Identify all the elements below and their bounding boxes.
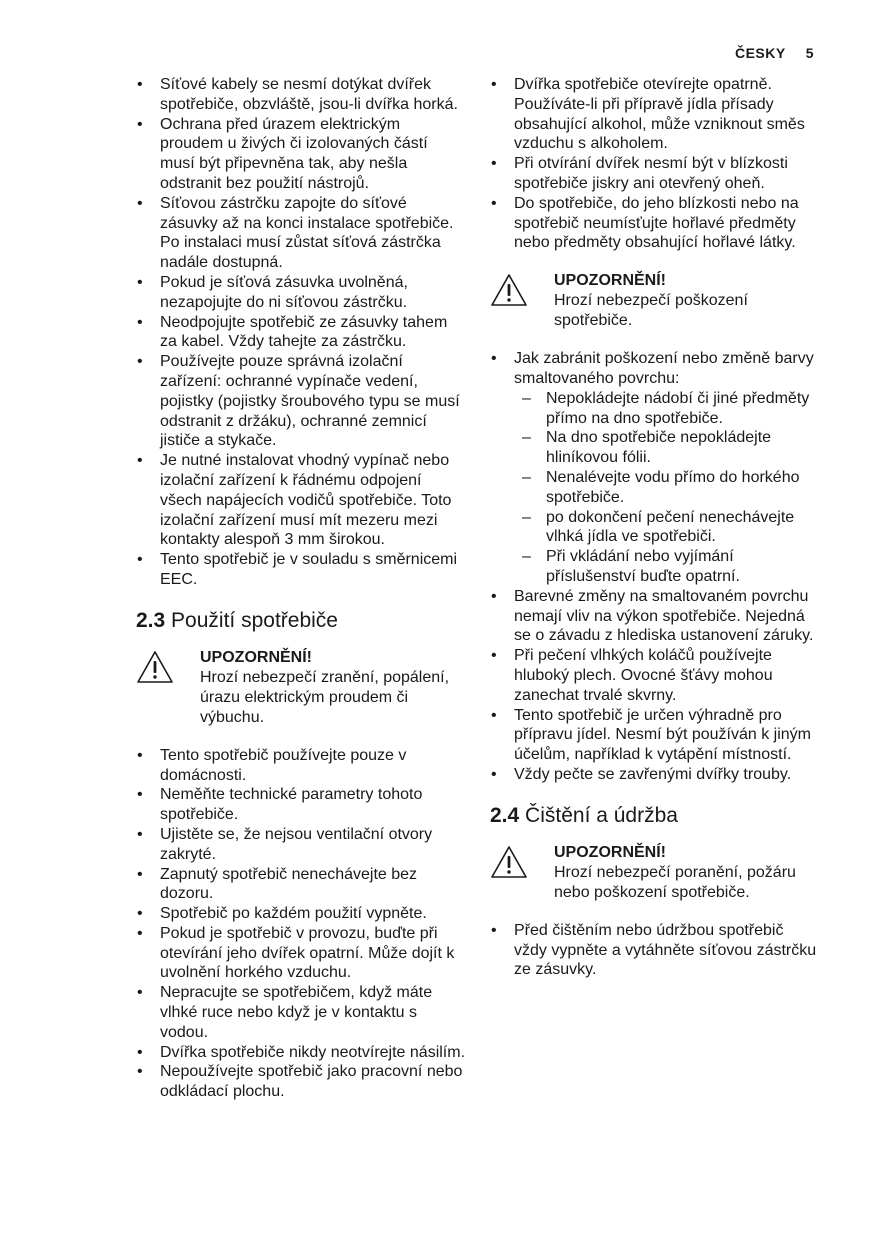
warning-box bbox=[490, 843, 820, 903]
warning-text: Hrozí nebezpečí poranění, požáru nebo poškození spotřebiče. bbox=[554, 863, 796, 901]
warning-icon bbox=[490, 271, 530, 331]
safety-list bbox=[136, 75, 466, 590]
usage-list bbox=[136, 746, 466, 1102]
page-number: 5 bbox=[805, 45, 814, 61]
section-number: 2.4 bbox=[490, 803, 520, 827]
enamel-list bbox=[490, 349, 820, 785]
list-item: • Nepoužívejte spotřebič jako pracovní nebo odkládací plochu. bbox=[136, 1062, 466, 1102]
list-item: • Dvířka spotřebiče nikdy neotvírejte násilím. bbox=[136, 1043, 466, 1063]
warning-title: UPOZORNĚNÍ! bbox=[554, 272, 666, 290]
cleaning-list bbox=[490, 921, 820, 980]
enamel-sublist bbox=[514, 389, 820, 587]
warning-box bbox=[490, 271, 820, 331]
left-column bbox=[136, 75, 466, 1102]
warning-title: UPOZORNĚNÍ! bbox=[554, 843, 666, 861]
enamel-intro: Jak zabránit poškození nebo změně barvy smaltovaného povrchu: bbox=[514, 350, 814, 387]
list-item: • Pokud je síťová zásuvka uvolněná, nezapojujte do ni síťovou zástrčku. bbox=[136, 273, 466, 313]
list-item: • Je nutné instalovat vhodný vypínač nebo izolační zařízení k řádnému odpojení všech napájecích vodičů spotřebiče. Toto izolační zařízení musí mít mezeru mezi kontakty alespoň 3 mm širokou. bbox=[136, 451, 466, 550]
right-column bbox=[490, 75, 820, 980]
list-item: • Síťové kabely se nesmí dotýkat dvířek spotřebiče, obzvláště, jsou-li dvířka horká. bbox=[136, 75, 466, 115]
list-item: • Tento spotřebič používejte pouze v domácnosti. bbox=[136, 746, 466, 786]
sublist-item: – Nenalévejte vodu přímo do horkého spotřebiče. bbox=[522, 468, 820, 508]
list-item bbox=[490, 349, 820, 587]
list-item: • Síťovou zástrčku zapojte do síťové zásuvky až na konci instalace spotřebiče. Po instalaci musí zůstat síťová zástrčka nadále dostupná. bbox=[136, 194, 466, 273]
warning-text: Hrozí nebezpečí poškození spotřebiče. bbox=[554, 292, 748, 330]
warning-title: UPOZORNĚNÍ! bbox=[200, 648, 312, 666]
list-item: • Pokud je spotřebič v provozu, buďte při otevírání jeho dvířek opatrní. Může dojít k uvolnění horkého vzduchu. bbox=[136, 924, 466, 983]
section-heading-2-3 bbox=[136, 608, 466, 634]
sublist-item: – Na dno spotřebiče nepokládejte hliníkovou fólii. bbox=[522, 428, 820, 468]
warning-box bbox=[136, 648, 466, 728]
sublist-item: – Při vkládání nebo vyjímání příslušenství buďte opatrní. bbox=[522, 547, 820, 587]
list-item: • Tento spotřebič je určen výhradně pro přípravu jídel. Nesmí být používán k jiným účelům, například k vytápění místností. bbox=[490, 706, 820, 765]
section-title: Použití spotřebiče bbox=[171, 608, 338, 632]
sublist-item: – Nepokládejte nádobí či jiné předměty přímo na dno spotřebiče. bbox=[522, 389, 820, 429]
list-item: • Nepracujte se spotřebičem, když máte vlhké ruce nebo když je v kontaktu s vodou. bbox=[136, 983, 466, 1042]
section-title: Čištění a údržba bbox=[525, 803, 678, 827]
list-item: • Vždy pečte se zavřenými dvířky trouby. bbox=[490, 765, 820, 785]
language-label: ČESKY bbox=[734, 45, 786, 61]
list-item: • Spotřebič po každém použití vypněte. bbox=[136, 904, 466, 924]
page-header bbox=[735, 45, 814, 61]
door-list bbox=[490, 75, 820, 253]
sublist-item: – po dokončení pečení nenechávejte vlhká jídla ve spotřebiči. bbox=[522, 508, 820, 548]
list-item: • Ochrana před úrazem elektrickým proudem u živých či izolovaných částí musí být připevněna tak, aby nešla odstranit bez použití nástrojů. bbox=[136, 115, 466, 194]
list-item: • Při otvírání dvířek nesmí být v blízkosti spotřebiče jiskry ani otevřený oheň. bbox=[490, 154, 820, 194]
list-item: • Používejte pouze správná izolační zařízení: ochranné vypínače vedení, pojistky (pojistky šroubového typu se musí odstranit z držáku), ochranné zemnicí jističe a stykače. bbox=[136, 352, 466, 451]
list-item: • Tento spotřebič je v souladu s směrnicemi EEC. bbox=[136, 550, 466, 590]
warning-icon bbox=[136, 648, 176, 728]
list-item: • Dvířka spotřebiče otevírejte opatrně. Používáte-li při přípravě jídla přísady obsahující alkohol, může vzniknout směs vzduchu s alkoholem. bbox=[490, 75, 820, 154]
section-number: 2.3 bbox=[136, 608, 166, 632]
warning-icon bbox=[490, 843, 530, 903]
list-item: • Ujistěte se, že nejsou ventilační otvory zakryté. bbox=[136, 825, 466, 865]
list-item: • Neodpojujte spotřebič ze zásuvky tahem za kabel. Vždy tahejte za zástrčku. bbox=[136, 313, 466, 353]
list-item: • Před čištěním nebo údržbou spotřebič vždy vypněte a vytáhněte síťovou zástrčku ze zásuvky. bbox=[490, 921, 820, 980]
warning-text: Hrozí nebezpečí zranění, popálení, úrazu elektrickým proudem či výbuchu. bbox=[200, 668, 450, 726]
list-item: • Při pečení vlhkých koláčů používejte hluboký plech. Ovocné šťávy mohou zanechat trvalé skvrny. bbox=[490, 646, 820, 705]
list-item: • Barevné změny na smaltovaném povrchu nemají vliv na výkon spotřebiče. Nejedná se o závadu z hlediska ustanovení záruky. bbox=[490, 587, 820, 646]
list-item: • Do spotřebiče, do jeho blízkosti nebo na spotřebič neumísťujte hořlavé předměty nebo předměty obsahující hořlavé látky. bbox=[490, 194, 820, 253]
list-item: • Zapnutý spotřebič nenechávejte bez dozoru. bbox=[136, 865, 466, 905]
section-heading-2-4 bbox=[490, 803, 820, 829]
list-item: • Neměňte technické parametry tohoto spotřebiče. bbox=[136, 785, 466, 825]
